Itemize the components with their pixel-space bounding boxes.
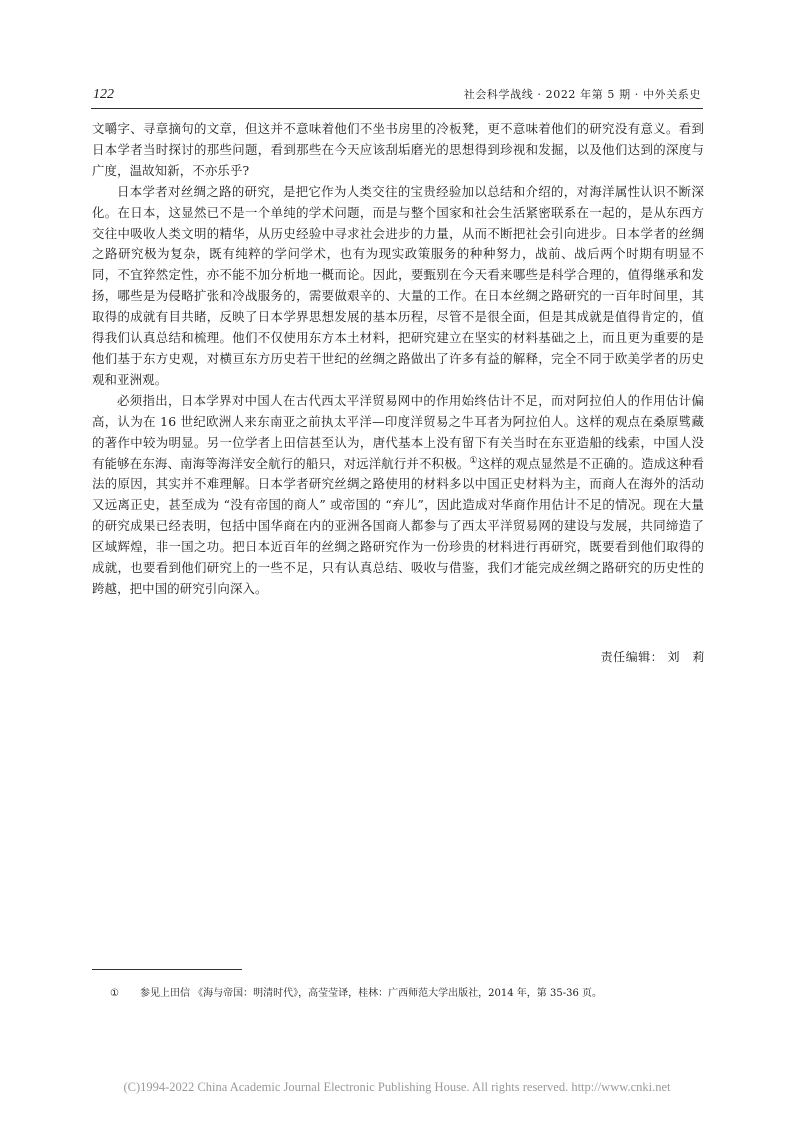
paragraph-continuation: 文嚼字、寻章摘句的文章，但这并不意味着他们不坐书房里的冷板凳，更不意味着他们的研究没有意义。看到日本学者当时探讨的那些问题，看到那些在今天应该刮垢磨光的思想得到珍视和发掘，以及他们达到的深度与广度，温故知新，不亦乐乎? [92, 121, 704, 178]
journal-issue-line: 社会科学战线 · 2022 年第 5 期 · 中外关系史 [463, 88, 701, 101]
article-body [92, 119, 704, 600]
paragraph-critique [92, 391, 704, 600]
paragraph-japanese-research: 日本学者对丝绸之路的研究，是把它作为人类交往的宝贵经验加以总结和介绍的，对海洋属性认识不断深化。在日本，这显然已不是一个单纯的学术问题，而是与整个国家和社会生活紧密联系在一起的，是从东西方交往中吸收人类文明的精华，从历史经验中寻求社会进步的力量，从而不断把社会引向进步。日本学者的丝绸之路研究极为复杂，既有纯粹的学问学术，也有为现实政策服务的种种努力，战前、战后两个时期有明显不同，不宜猝然定性，亦不能不加分析地一概而论。因此，要甄别在今天看来哪些是科学合理的，值得继承和发扬，哪些是为侵略扩张和冷战服务的，需要做艰辛的、大量的工作。在日本丝绸之路研究的一百年时间里，其取得的成就有目共睹，反映了日本学界思想发展的基本历程，尽管不是很全面，但是其成就是值得肯定的，值得我们认真总结和梳理。他们不仅使用东方本土材料，把研究建立在坚实的材料基础之上，而且更为重要的是他们基于东方史观，对横亘东方历史若干世纪的丝绸之路做出了许多有益的解释，完全不同于欧美学者的历史观和亚洲观。 [92, 183, 704, 387]
footnote-text: 参见上田信 《海与帝国：明清时代》，高莹莹译，桂林：广西师范大学出版社，2014 年，第 35-36 页。 [140, 988, 602, 999]
paragraph-critique-part1: 必须指出，日本学界对中国人在古代西太平洋贸易网中的作用始终估计不足，而对阿拉伯人的作用估计偏高，认为在 16 世纪欧洲人来东南亚之前执太平洋—印度洋贸易之牛耳者为阿拉伯人。这样的观点在桑原骘藏的著作中较为明显。另一位学者上田信甚至认为，唐代基本上没有留下有关当时在东亚造船的线索，中国人没有能够在东海、南海等海洋安全航行的船只，对远洋航行并不积极。 [92, 392, 704, 471]
responsible-editor: 责任编辑： 刘 莉 [600, 650, 705, 664]
paragraph-critique-part2: 这样的观点显然是不正确的。造成这种看法的原因，其实并不难理解。日本学者研究丝绸之路使用的材料多以中国正史材料为主，而商人在海外的活动又远离正史，甚至成为 “没有帝国的商人” 或帝国的 “弃儿”，因此造成对华商作用估计不足的情况。现在大量的研究成果已经表明，包括中国华商在内的亚洲各国商人都参与了西太平洋贸易网的建设与发展，共同缔造了区域辉煌，非一国之功。把日本近百年的丝绸之路研究作为一份珍贵的材料进行再研究，既要看到他们取得的成就，也要看到他们研究上的一些不足，只有认真总结、吸收与借鉴，我们才能完成丝绸之路研究的历史性的跨越，把中国的研究引向深入。 [92, 455, 705, 596]
copyright-watermark: (C)1994-2022 China Academic Journal Electronic Publishing House. All rights reserved. http://www.cnki.net [123, 1080, 671, 1094]
page-number: 122 [93, 87, 114, 102]
footnote-mark: ① [110, 988, 119, 999]
footnote-divider [92, 969, 242, 970]
running-header [91, 86, 703, 109]
footnote [110, 986, 710, 1001]
footnote-reference[interactable]: ① [469, 455, 478, 466]
